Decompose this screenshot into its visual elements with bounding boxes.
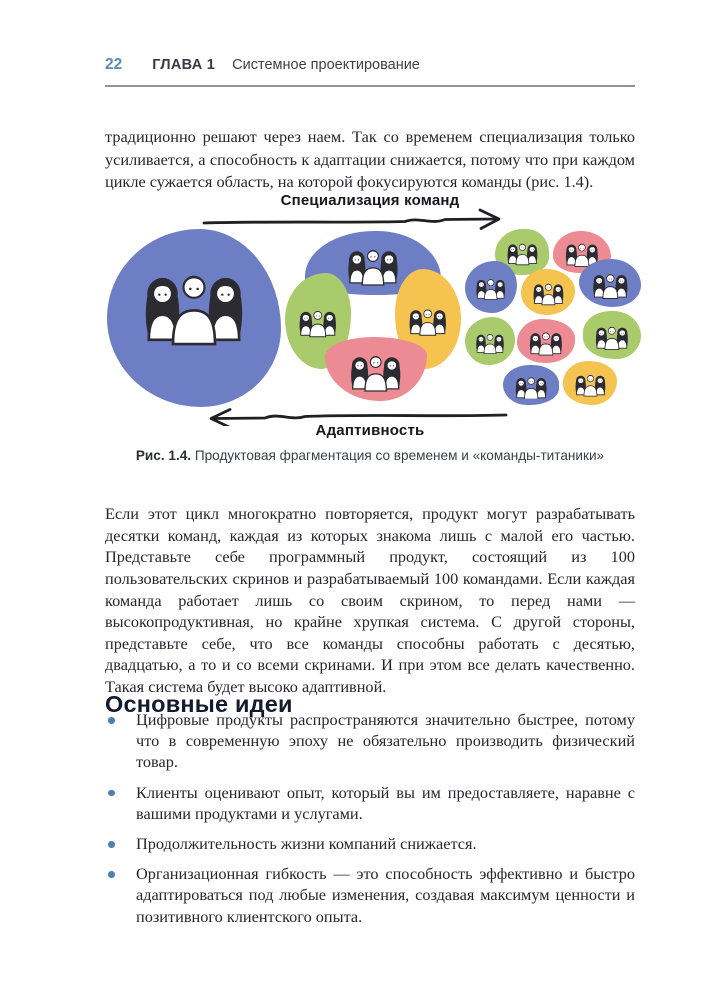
team-segment xyxy=(465,317,515,365)
team-icon xyxy=(529,275,568,308)
team-segment xyxy=(583,311,641,359)
team-icon xyxy=(571,367,610,399)
figure-caption-number: Рис. 1.4. xyxy=(135,448,192,463)
team-icon xyxy=(503,235,542,268)
team-segment xyxy=(325,337,427,401)
body-paragraph-1: традиционно решают через наем. Так со временем специализация только усиливается, а способность к адаптации снижается, потому что при каждом цикле сужается область, на которой фокусируются команды (рис. 1.4). xyxy=(105,127,635,191)
team-segment xyxy=(517,319,575,363)
list-item: Организационная гибкость — это способность эффективно и быстро адаптироваться под любые изменения, создавая максимум ценности и позитивного клиентского опыта. xyxy=(105,863,635,927)
team-icon xyxy=(472,268,509,305)
team-segment xyxy=(521,269,575,315)
page-number: 22 xyxy=(105,56,123,73)
section-heading: Основные идеи xyxy=(105,690,293,717)
team-icon xyxy=(131,255,257,347)
page-header xyxy=(105,56,635,87)
blob-four-teams xyxy=(285,229,461,405)
blob-single-team xyxy=(107,229,281,407)
team-icon xyxy=(525,325,567,357)
team-segment xyxy=(563,361,617,405)
team-segment xyxy=(465,261,517,313)
list-item: Цифровые продукты распространяются значительно быстрее, потому что в современную эпоху не обязательно производить физический товар. xyxy=(105,709,635,773)
team-icon xyxy=(588,266,633,301)
figure-caption-text: Продуктовая фрагментация со временем и «команды-титаники» xyxy=(191,448,605,463)
list-item: Продолжительность жизни компаний снижается. xyxy=(105,833,635,854)
key-ideas-list xyxy=(105,709,635,936)
body-paragraph-2: Если этот цикл многократно повторяется, продукт могут разрабатывать десятки команд, каждая из которых знакома лишь с малой его частью. Представьте себе программный продукт, состоящий из 100 пользовательских скринов и разрабатываемый 100 командами. Если каждая команда работает лишь со своим скрином, то перед нами — высокопродуктивная, но крайне хрупкая система. С другой стороны, представьте себе, что все команды способны работать с десятью, двадцатью, а то и со всеми скринами. И при этом все делать качественно. Такая система будет высоко адаптивной. xyxy=(105,504,635,697)
figure-bottom-label: Адаптивность xyxy=(315,422,425,439)
team-segment xyxy=(579,259,641,307)
figure-illustration xyxy=(107,229,641,409)
team-icon xyxy=(511,371,551,400)
team-icon xyxy=(472,324,508,359)
chapter-label: ГЛАВА 1 xyxy=(152,57,216,73)
list-item: Клиенты оценивают опыт, который вы им предоставляете, наравне с вашими продуктами и услугами. xyxy=(105,782,635,824)
figure-top-label: Специализация команд xyxy=(280,192,460,209)
team-segment xyxy=(503,365,559,405)
chapter-title: Системное проектирование xyxy=(232,57,420,73)
blob-many-teams xyxy=(465,229,641,405)
figure-caption xyxy=(105,448,635,463)
team-icon xyxy=(339,346,412,392)
team-icon xyxy=(591,318,633,353)
